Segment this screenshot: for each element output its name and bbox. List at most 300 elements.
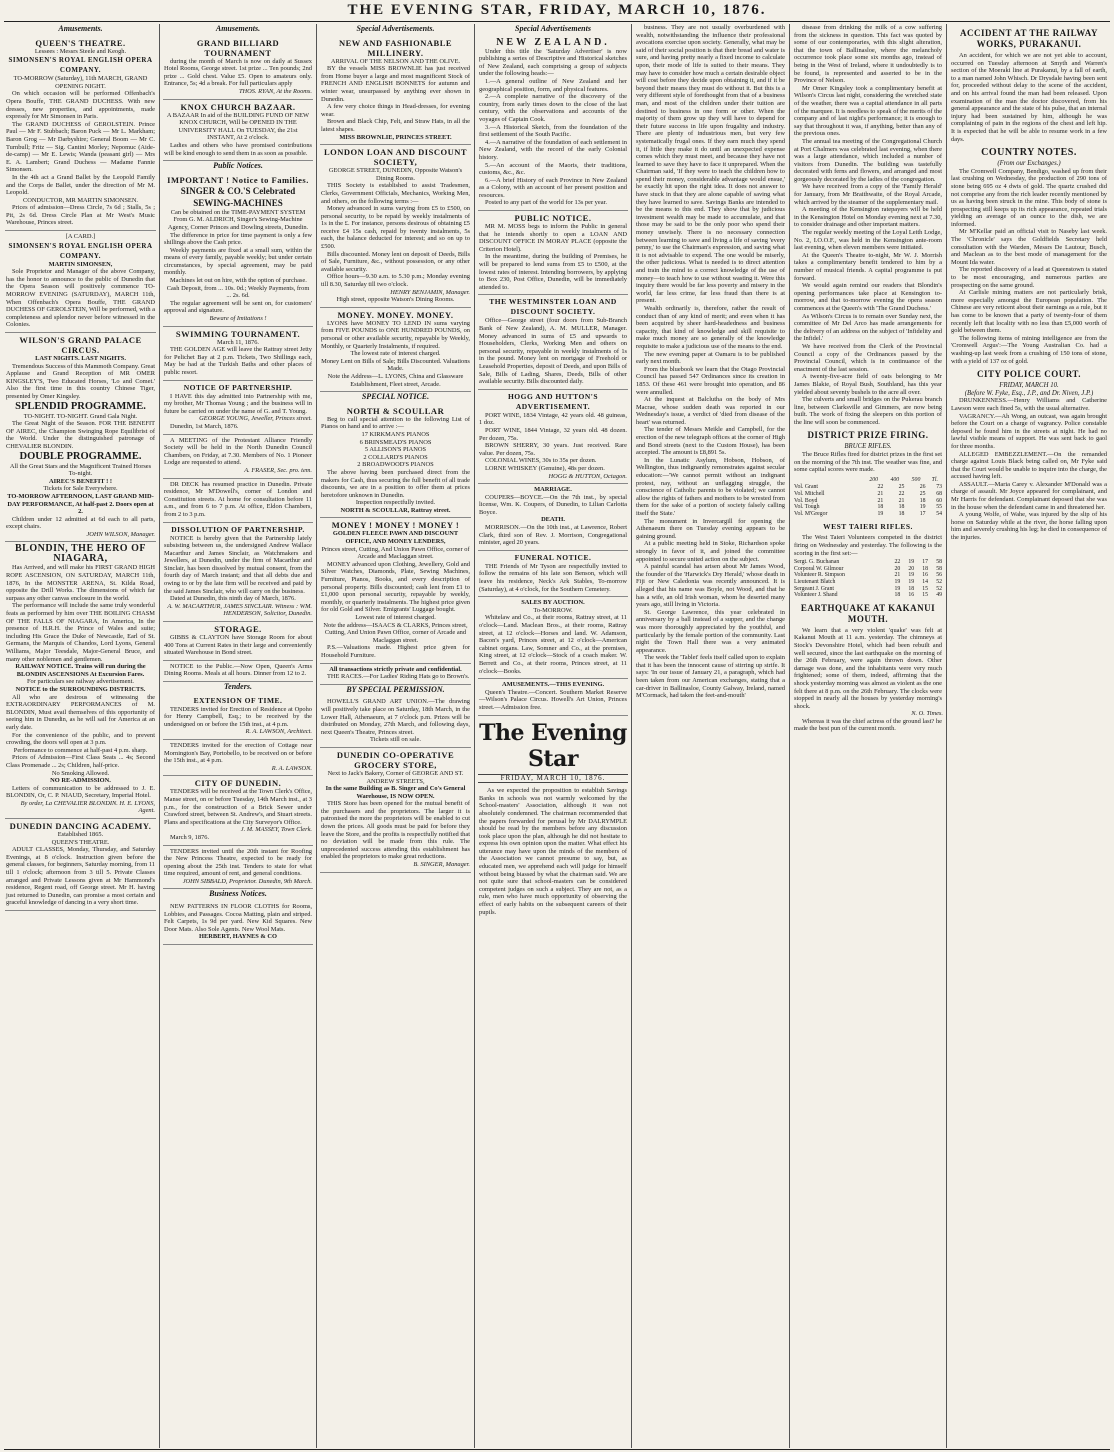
- ad-knox-bazaar: [163, 100, 313, 162]
- editorial-text: business. They are not usually overburdened with wealth, notwithstanding the influence their professional avocations exercise upon society. Generally, what may be said of their social position is that their bread and water is sure, and having pretty nearly a fixed income to calculate upon, their mode of life is suited to their means. They may have to consider how much a certain desirable object will cost before they decide upon obtaining it, and if it be beyond their means they must do without it. But this is a very different style of forethought from that of a business man, and most of the children under their tuition are destined to business in one form or other. When the majority of them grow up they will have to depend for their future success in life upon frugality and industry. There are plenty of industrious men, but very few systematically frugal ones. If they earn much they spend it, if little they make it do until an unexpected expense comes which they must meet, and because they have not learned to save they have to face it unprepared. When the Chairman said, 'If they were to teach the children how to spend their money, considerable advantage would ensue,' he exactly hit upon the right idea. It does not answer to have stuck in that they are alone capable of saving what they have learned to save. Savings Banks are intended to be the means to this end. They show that by judicious investment wealth may be made to accumulate, and that those may be said to be the only poor who spend their money unwisely. There is no necessary connection between learning to save and living a life of saving 'every penny,' to use the Chairman's expression, and saving what it is not advisable to expend. The one would be miserly, the other judicious. What is needed is to direct attention and train the mind to a correct knowledge of the use of money—to teach how to use without wasting it. Were this inquiry there would be far less poverty and misery in the world, far less crime, far less fraud than there is at present.: [636, 24, 785, 305]
- score-cell: 14: [922, 578, 929, 585]
- paragraph: The reported discovery of a lead at Queenstown is stated to be most encouraging, and numerous parties are prospecting on the same ground.: [951, 266, 1107, 289]
- ad-body: COUPERS—BOYCE.—On the 7th inst., by special license, Wm. K. Coupers, of Dunedin, to Lilian Carlotta Boyce.: [479, 493, 627, 516]
- column-3: [320, 24, 471, 1448]
- list-item: 5.—An account of the Maoris, their traditions, customs, &c., &c.: [479, 161, 627, 177]
- paragraph: The annual tea meeting of the Congregational Church at Port Chalmers was celebrated last evening, when there was a large attendance, which included a number of visitors from Dunedin. The building was tastefully decorated with ferns and flowers, and arranged and most gorgeously decorated by the ladies of the congregation.: [794, 137, 942, 183]
- score-cell: 73: [936, 484, 942, 491]
- running-head-text: THE EVENING STAR, FRIDAY, MARCH 10, 1876.: [347, 2, 767, 18]
- news-heading: WEST TAIERI RIFLES.: [823, 522, 913, 532]
- paragraph: The West Taieri Volunteers competed in the district firing on Wednesday and yesterday. The following is the scoring in the first set:—: [794, 534, 942, 557]
- paragraph: A young Wolfe, of Wahe, was injured by the slip of his horse on Saturday while at the river, the horse falling upon him and severely crushing his leg; he died in consequence of the injuries.: [951, 511, 1107, 542]
- ad-body: LYONS have MONEY TO LEND IN sums varying from FIVE POUNDS to ONE HUNDRED POUNDS, on personal or other available security, repayable by Weekly, Monthly, or Quarterly Instalments, if required.: [321, 319, 470, 350]
- competitor-name: Vol. Mitchell: [794, 491, 825, 498]
- ad-meantime: In the meantime, during the building of Premises, he will be prepared to lend sums from £5 to £500, at the lowest rates of interest. Intending borrowers, by applying to Box 230, Post Office, Dunedin, will be immediately attended to.: [479, 253, 627, 291]
- ad-floor-cloths: [163, 901, 313, 945]
- ad-pianos: [320, 404, 471, 519]
- ad-signature: GEORGE YOUNG, Jeweller, Princes street.: [199, 415, 312, 423]
- ad-date: TO-MORROW (Saturday), 11th MARCH, GRAND OPENING NIGHT.: [13, 75, 148, 90]
- ad-heading: NEW AND FASHIONABLE MILLINERY.: [338, 37, 453, 58]
- score-cell: 22: [894, 559, 901, 566]
- ad-partnership: [163, 381, 313, 435]
- ad-tickets: Tickets for Sale Everywhere.: [43, 485, 118, 493]
- list-item: 6.—A brief History of each Province in New Zealand as a Colony, with an account of her present position and resources.: [479, 176, 627, 199]
- paragraph: disease from drinking the milk of a cow suffering from the sickness in question. This fact was quoted by some of our contemporaries, with this slight alteration, that the town of Ballinasloe, where the melancholy occurrence took place some six months ago, instead of being in the West of Ireland, where it undoubtedly is to be found, is represented and asserted to be in the Province of Nelson.: [794, 24, 942, 85]
- piano-list: [321, 431, 470, 469]
- paper-date: FRIDAY, MARCH 10, 1876.: [478, 774, 628, 784]
- ad-posted: Posted to any part of the world for 13s per year.: [485, 199, 607, 207]
- competitor-name: Sergt. G. Buchanan: [794, 559, 840, 566]
- paragraph: We learn that a very violent 'quake' was felt at Kakanui Mouth at 11 a.m. yesterday. The chimneys at Stock's Devonshire Hotel, which had been rebuilt and well secured, since the last earthquake on the morning of the 26th February, were again thrown down. Other damage was done, and the inhabitants were very much frightened; some of them, indeed, affirming that the shock yesterday morning was almost as violent as the one felt there at 8 p.m. on the 26th February. The clocks were stopped in nearly all the houses by yesterday morning's shock.: [794, 626, 942, 710]
- paragraph: We have received from a copy of the 'Family Herald' for January, from Mr Braithwaite, of the Royal Arcade, which arrived by the steamer of the supplementary mail.: [794, 183, 942, 206]
- table-header-cell: Tl.: [931, 476, 938, 483]
- list-item: COLONIAL WINES, 30s to 35s per dozen.: [485, 457, 597, 465]
- ad-tenders-cottage: [163, 740, 313, 776]
- ad-name: MARTIN SIMONSEN,: [48, 260, 113, 268]
- ad-card: [5, 231, 156, 333]
- section-heading: Public Notices.: [213, 161, 263, 171]
- table-row: [793, 498, 943, 505]
- ad-races-note: THE RACES.—For Ladies' Riding Hats go to Brown's.: [327, 673, 470, 681]
- ad-heading: CITY OF DUNEDIN.: [194, 778, 282, 789]
- ad-heading: DUNEDIN DANCING ACADEMY.: [9, 821, 152, 832]
- column-1: [5, 24, 156, 1448]
- ad-railway: RAILWAY NOTICE. Trains will run during the BLONDIN ASCENSIONS At Excursion Fares.: [15, 663, 146, 678]
- section-heading: Tenders.: [224, 682, 252, 691]
- paragraph: We have received from the Clerk of the Provincial Council a copy of the Ordinances passed by the Provincial Council, which is in continuance of the enactment of the last session.: [794, 342, 942, 373]
- ad-body: THIS Society is established to assist Tradesmen, Clerks, Government Officials, Mechanics, Working Men, and others, on the following terms :—: [321, 182, 470, 205]
- news-heading: CITY POLICE COURT.: [977, 369, 1081, 380]
- ad-heading: SWIMMING TOURNAMENT.: [175, 328, 301, 339]
- ad-queens-arms: [163, 661, 313, 682]
- news-subheading: (From our Exchanges.): [997, 160, 1061, 168]
- ad-note: The above having been purchased direct from the makers for Cash, thus securing the full benefit of all trade discounts, we are in a position to offer them at prices heretofore unknown in Dunedin.: [321, 468, 470, 499]
- score-cell: 18: [919, 497, 926, 504]
- news-date: FRIDAY, MARCH 10.: [999, 382, 1059, 390]
- ad-heading: SALES BY AUCTION.: [521, 599, 585, 607]
- score-cell: 15: [922, 585, 929, 592]
- score-cell: 16: [908, 592, 915, 599]
- score-cell: 18: [898, 510, 905, 517]
- ad-signature: A. FRASER, Sec. pro. tem.: [244, 466, 312, 474]
- score-cell: 19: [908, 578, 915, 585]
- paper-title: The Evening Star: [479, 719, 627, 772]
- competitor-name: Sergeant J. Grant: [794, 585, 834, 592]
- ad-heading: NEW ZEALAND.: [496, 36, 610, 48]
- ad-body: GIBBS & CLAYTON have Storage Room for about 400 Tons at Current Rates in their large and conveniently situated Warehouse in Bond street.: [164, 634, 312, 657]
- score-cell: 22: [898, 491, 905, 498]
- ad-heading: MARRIAGE.: [534, 486, 572, 494]
- ad-company: SINGER & CO.'S Celebrated SEWING-MACHINES: [180, 185, 296, 208]
- ad-heading: BLONDIN, THE HERO OF NIAGARA,: [15, 543, 146, 565]
- ad-signature: MISS BROWNLIE, PRINCES STREET.: [339, 133, 452, 141]
- ad-signature: Note the Address—L. LYONS, China and Glassware Establishment, Fleet street, Arcade.: [327, 372, 464, 388]
- score-cell: 18: [894, 592, 901, 599]
- ad-body: ADULT CLASSES, Monday, Thursday, and Saturday Evenings, at 8 o'clock. Instruction given before the general classes, for beginners, Saturday morning, from 11 till 1 o'clock; afternoon from 3 till 5. Private Classes arranged and Private Lessons given at Mr Hammond's residence, Regent road, off George street. Mr H. having just returned to Dunedin, can promise a most certain and graceful knowledge of dancing in a very short time.: [6, 846, 155, 907]
- ad-body: Whitelaw and Co., at their rooms, Rattray street, at 11 o'clock—Land. Maclean Bros., at their rooms, Rattray street, at 12 o'clock—Horses and land. W. Adamson, Bacon's yard, Princes street, at 12 o'clock—American cabinet organs. Law, Somner and Co., at the premises, King street, at 12 o'clock—Stock of a coach maker. W. Berrett and Co., at their rooms, Princes street, at 11 o'clock—Books.: [479, 614, 627, 675]
- score-cell: 19: [908, 559, 915, 566]
- ad-dancing-academy: [5, 819, 156, 911]
- ad-aires: AIREC'S BENEFIT ! !: [49, 477, 112, 485]
- ad-signature: HOGG & HUTTON, Octagon.: [548, 472, 627, 480]
- list-item: PORT WINE, 1834 Vintage, 42 years old. 48 guineas, 1 doz.: [479, 411, 627, 427]
- table-row: [793, 572, 943, 579]
- table-header-cell: 400: [890, 476, 900, 483]
- ad-terms: Money advanced in sums varying from £5 to £500, on personal security, to be repaid by weekly instalments of 1s in the £. For instance, persons desirous of obtaining £5 receive £4 15s cash, repaid by twenty instalments, 5s each, the balance deducted for interest; and so on up to £500.: [321, 205, 470, 251]
- ad-body: TENDERS invited for the erection of Cottage near Mornington's Bay, Portobello, to be received on or before the 15th inst., at 4 p.m.: [164, 741, 312, 765]
- section-heading: BY SPECIAL PERMISSION.: [346, 684, 445, 694]
- score-cell: 25: [919, 491, 926, 498]
- paragraph: The regular weekly meeting of the Loyal Leith Lodge, No. 2, I.O.O.F., was held in the Kensington ante-room last evening, when eleven members were initiated.: [794, 229, 942, 252]
- news-source: N. O. Times.: [911, 710, 943, 718]
- paragraph: A twenty-five-acre field of oats belonging to Mr James Blakie, of Royal Bush, Southland, has this year yielded about seventy bushels to the acre all over.: [794, 373, 942, 396]
- ad-body: Tremendous Success of this Mammoth Company. Great Applause and Grand Reception of MR OMER KINGSLEY'S, Two Educated Horses, 'Lo and Comet.' Also the first time in this country Chinese Tiger, presented by Omer Kingsley.: [6, 362, 155, 400]
- table-header-cell: 500: [911, 476, 921, 483]
- paragraph: An accident, for which we are not yet able to account, occurred on Tuesday afternoon at Smyth and Warren's section of the Moeraki line at Purakanui, by a fall of earth, to a man named John Whisch. Dr Drysdale having been sent for, proceeded without delay to the scene of the accident, and on his arrival found the man had been released. Upon examination of the man the doctor discovered, from his general appearance and the state of his pulse, that an internal injury had been sustained by him, although he was complaining of pain in the regions of the chest and left hip. It is expected that he will be able to resume work in a few days.: [951, 52, 1107, 143]
- ad-millinery: [320, 36, 471, 146]
- score-cell: 54: [936, 510, 942, 517]
- ad-signature: JOHN SIBBALD, Proprietor. Dunedin, 9th March.: [182, 877, 312, 885]
- notice-funeral: [478, 551, 628, 597]
- score-cell: 22: [877, 484, 884, 491]
- ad-text: THIS Store has been opened for the mutual benefit of the purchasers and the proprietors. The larger it is patronised the more the proprietors will be enabled to cut down the prices. All goods must be paid for before they leave the Store, and the profits is respectfully notified that no deviation will be made from this rule. The unprecedented success attending this establishment has enabled the proprietors to make great reductions.: [321, 800, 470, 861]
- news-subheading: BRUCE RIFLES.: [844, 443, 892, 451]
- paragraph: St. George Lawrence, this year celebrated in anniversary by a ball instead of a supper, and the change was more thoroughly appreciated by the youthful, and particularly by the female portion of the community. Last night the Town Hall there was a very animated appearance.: [636, 608, 785, 654]
- score-cell: 19: [908, 572, 915, 579]
- section-heading: SPECIAL NOTICE.: [361, 392, 430, 402]
- ad-children: Children under 12 admitted at 6d each to all parts, except chairs.: [6, 515, 155, 531]
- paragraph: From the bluebook we learn that the Otago Provincial Council has passed 547 Ordinances since its creation in 1853. Of these 461 were brought into operation, and 86 were annulled.: [636, 365, 785, 396]
- paragraph: At a public meeting held in Stoke, Richardson spoke strongly in favor of it, and joined the committee appointed to secure united action on the subject.: [636, 540, 785, 563]
- ad-queens-theatre: [5, 36, 156, 231]
- ad-blondin: [5, 542, 156, 819]
- column-rule: [946, 24, 947, 1448]
- ad-signature: A. W. MACARTHUR, JAMES SINCLAIR. Witness : WM. HENDERSON, Solicitor, Dunedin.: [167, 602, 312, 618]
- ad-heading: MONEY ! MONEY ! MONEY !: [331, 520, 460, 531]
- table-row: [793, 579, 943, 586]
- table-body: [793, 559, 943, 599]
- ad-bills: Bills discounted. Money lent on deposit of Deeds, Bills of Sale, Furniture, &c., without possession, or any other available security.: [321, 250, 470, 273]
- ad-body: THE GOLDEN AGE will leave the Rattray street Jetty for Pelichet Bay at 2 p.m. Tickets, Two Shillings each, May be had at the Turkish Baths and other places of public resort.: [164, 346, 312, 376]
- ad-body: TENDERS invited until the 20th instant for Roofing the New Princess Theatre, expected to be ready for opening about the 25th inst. Tenders to state for what time required, amount of rent, and general conditions.: [164, 847, 312, 878]
- ad-agreement: The regular agreement will be sent on, for customers' approval and signature.: [164, 299, 312, 315]
- paragraph: Whereas it was the chief actress of the ground last? he made the best pun of the current month.: [794, 717, 942, 733]
- paragraph: At Carlisle mining matters are not particularly brisk, more especially amongst the European population. The Chinese are very reticent about their earnings as a rule, but it has come to be known that a party of twenty-four of them recently left that locality with no less than £5,000 worth of gold between them.: [951, 289, 1107, 335]
- table-header: [793, 476, 943, 485]
- score-cell: 18: [908, 585, 915, 592]
- paragraph: The week the 'Tablet' feels itself called upon to explain that it has been the innocent cause of stirring up strife. It says: 'In our issue of January 21, a paragraph, which had been taken from our American exchanges, stating that a car-driver in Ballinasloe, County Galway, Ireland, named M'Cormack, had taken the feet-and-mouth': [636, 654, 785, 700]
- ad-body: NOTICE is hereby given that the Partnership lately subsisting between us, the undersigned Andrew Wallace Macarthur and James Sinclair, as Watchmakers and Jewellers, at Dunedin, under the firm of Macarthur and Sinclair, has been dissolved by mutual consent, from the fourth day of March instant; and that all debts due and owing to or by the late firm will be received and paid by the said James Sinclair, who will carry on the business.: [164, 534, 312, 595]
- ad-commence: Performance to commence at half-past 4 p.m. sharp.: [13, 746, 148, 754]
- ad-notice: NOTICE to the SURROUNDING DISTRICTS.: [15, 685, 146, 693]
- paragraph: The Cromwell Company, Bendigo, washed up from their last crushing on Wednesday, the production of 290 tons of stone being 695 oz 4 dwts of gold. The quartz crushed did not comprise any from the rich leader recently mentioned by us as having been struck in the mine. This body of stone is prospecting still keeps up its rich appearance, repeated trials yielding an average of an ounce to the dish, we are informed.: [951, 167, 1107, 228]
- ad-body: MR M. MOSS begs to inform the Public in general that he intends shortly to open a LOAN AND DISCOUNT OFFICE IN MORAY PLACE (opposite the Criterion Hotel).: [479, 223, 627, 253]
- ad-address: Princes street, Cutting, And Union Pawn Office, corner of Arcade and Maclaggan street.: [321, 545, 470, 561]
- ad-golden-fleece: [320, 518, 471, 663]
- ad-established: Established 1865.: [57, 831, 104, 839]
- ad-heading: [A CARD.]: [65, 233, 96, 241]
- ad-rope: The performance will include the same truly wonderful feats as performed by him over THE BOILING CHASM OF THE FALLS OF NIAGARA, In America, In the presence of H.R.H. the Prince of Wales and suite; including His Grace the Duke of Newcastle, Earl of St. Germans, the Marquis of Chandos, Lord Lyons, General Williams, Major Teesdale, Major-General Bruce, and many other noblemen and gentlemen.: [6, 602, 155, 663]
- ad-body: HOWELL'S GRAND ART UNION.—The drawing will positively take place on Saturday, 18th March, in the Lower Hall, Athenaeum, at 7 o'clock p.m. Prizes will be distributed on Monday, 27th March, and following days, next Queen's Theatre, Princes street.: [321, 698, 470, 736]
- paragraph: We would again remind our readers that Blondin's opening performances take place at Kensington to-morrow, and that to-morrow evening the opera season commences at the Queen's with 'The Grand Duchess.': [794, 282, 942, 312]
- notice-marriage: [478, 484, 628, 551]
- paragraph: As Wilson's Circus is to remain over Sunday next, the committee of Mr Del Arco has made arrangements for the delivery of an address on the subject of 'Infidelity and the Infidel.': [794, 312, 942, 343]
- ad-programme: SPLENDID PROGRAMME.: [15, 400, 146, 412]
- competitor-name: Volunteer J. Shand: [794, 592, 838, 599]
- list-item: LORNE WHISKEY (Genuine), 48s per dozen.: [485, 464, 605, 472]
- list-item: 3.—A Historical Sketch, from the foundation of the first settlement of the South Pacific.: [479, 123, 627, 139]
- paragraph: A meeting of the Kensington ratepayers will be held in the Kensington Hotel on Monday evening next at 7.30, to consider drainage and other important matters.: [794, 206, 942, 229]
- list-item: 17 KIRKMAN'S PIANOS: [361, 430, 430, 438]
- column-2: [163, 24, 313, 1448]
- list-item: 6 BRINSMEAD'S PIANOS: [359, 438, 432, 446]
- score-cell: 21: [898, 497, 905, 504]
- ad-body: MORRISON.—On the 10th inst., at Lawrence, Robert Clark, third son of Rev. J. Morrison, Congregational minister, aged 20 years.: [479, 524, 627, 547]
- ad-address: GEORGE STREET, DUNEDIN, Opposite Watson's Dining Rooms.: [328, 167, 463, 182]
- score-cell: 26: [919, 484, 926, 491]
- ad-new-zealand: [478, 36, 628, 211]
- section-heading: Special Advertisements: [515, 24, 591, 33]
- score-cell: 56: [936, 572, 942, 579]
- ad-lent: Money Lent on Bills of Sale; Bills Discounted. Valuations Made.: [321, 357, 470, 373]
- ad-body: Beg to call special attention to the following List of Pianos on hand and to arrive :—: [321, 415, 470, 431]
- score-cell: 18: [877, 504, 884, 511]
- ad-hire: Machines let out on hire, with the option of purchase.: [170, 277, 307, 285]
- ad-cast: The GRAND DUCHESS of GEROLSTEIN. Prince Paul — Mr F. Stubbach; Baron Puck — Mr L. Markham; Baron Grog — Mr Darbyshire; General Boom — Mr C. Turnbull; Fritz — Sig. Cantini Morley; Nepomuc (Aide-de-camp) — Mr E. Lewis; Wanda (peasant girl) — Mrs E. A. Lambert; Grand Duchess — Madame Fannie Simonsen.: [6, 120, 155, 174]
- notice-sales: [478, 597, 628, 679]
- ad-smoking: No Smoking Allowed.: [51, 769, 110, 777]
- score-cell: 19: [877, 510, 884, 517]
- score-cell: 17: [919, 510, 926, 517]
- ad-subheading: To-MORROW.: [533, 606, 573, 614]
- news-bench: (Before W. Fyke, Esq., J.P., and Dr. Niven, J.P.): [964, 389, 1094, 397]
- ad-subheading: GOLDEN FLEECE PAWN AND DISCOUNT OFFICE, AND MONEY LENDERS,: [332, 530, 459, 546]
- score-cell: 19: [894, 585, 901, 592]
- ad-also: A few very choice things in Head-dresses, for evening wear.: [321, 103, 470, 118]
- ad-heading: FUNERAL NOTICE.: [514, 552, 592, 562]
- ad-body: A MEETING of the Protestant Alliance Friendly Society will be held in the North Dunedin Council Chambers, on Friday, at 7.30. Members of No. 1 Pioneer Lodge are requested to attend.: [164, 436, 312, 467]
- table-row: [793, 511, 943, 518]
- score-cell: 15: [922, 592, 929, 599]
- ad-note: Ladies and others who have promised contributions will be kind enough to send them in as soon as possible.: [164, 141, 312, 157]
- score-cell: 60: [936, 497, 942, 504]
- score-cell: 58: [936, 565, 942, 572]
- ad-all: All who are desirous of witnessing the EXTRAORDINARY PERFORMANCES of M. BLONDIN, Must avail themselves of this opportunity of seeing him in Dunedin, as he will sail for America at an early date.: [6, 693, 155, 731]
- ad-london-loan: [320, 145, 471, 308]
- table-row: [793, 566, 943, 573]
- list-item: 5 ALLISON'S PIANOS: [364, 446, 427, 454]
- ad-westminster-loan: [478, 295, 628, 389]
- ad-heading: PUBLIC NOTICE.: [514, 213, 592, 224]
- ad-heading: IMPORTANT ! Notice to Families.: [167, 174, 309, 185]
- ad-heading: EXTENSION OF TIME.: [193, 695, 283, 705]
- ad-ballet: In the 4th act a Grand Ballet by the Leopold Family and the Corps de Ballet, under the direction of Mr M. Leopold.: [6, 173, 155, 197]
- ad-subheading: ARRIVAL OF THE NELSON AND THE OLIVE.: [330, 57, 461, 65]
- list-item: BROWN SHERRY, 30 years. Just received. Rare value. Per dozen, 75s.: [479, 442, 627, 457]
- ad-heading: LONDON LOAN AND DISCOUNT SOCIETY,: [323, 147, 468, 168]
- ad-weekly: Weekly payments are fixed at a small sum, within the means of every family, payable weekly; but under certain circumstances, by special agreement, may be paid monthly.: [164, 246, 312, 277]
- news-heading: DISTRICT PRIZE FIRING.: [807, 430, 929, 441]
- score-cell: 20: [908, 565, 915, 572]
- score-cell: 21: [877, 497, 884, 504]
- ad-body: Under this title the 'Saturday Advertiser' is now publishing a series of Descriptive and Historical sketches of New Zealand, each comprising a group of subjects under the following heads:—: [479, 47, 627, 78]
- score-cell: 68: [936, 491, 942, 498]
- ad-ps: P.S.—Valuations made. Highest price given for Household Furniture.: [321, 644, 470, 659]
- ad-signature: B. SINGER, Manager.: [413, 861, 470, 869]
- paragraph: The culverts and small bridges on the Pukerau branch line, between Clarksville and Gimmers, are now being built. The work of fixing the sleepers on this portion of the line will soon be commenced.: [794, 396, 942, 426]
- ad-heading: KNOX CHURCH BAZAAR.: [180, 101, 296, 112]
- section-heading: Business Notices.: [209, 889, 267, 899]
- competitor-name: Vol. Grant: [794, 484, 819, 491]
- ad-convenience: For the convenience of the public, and to prevent crowding, the doors will open at 3 p.m.: [6, 731, 155, 747]
- list-item: 2 BROADWOOD'S PIANOS: [357, 461, 434, 469]
- column-6: [793, 24, 943, 1448]
- ad-heading: DUNEDIN CO-OPERATIVE GROCERY STORE,: [336, 749, 455, 770]
- ad-difference: The difference in price for time payment is only a few shillings above the Cash price.: [164, 231, 312, 247]
- competitor-name: Vol. Boyd: [794, 497, 818, 504]
- ad-billiard-tournament: [163, 36, 313, 100]
- ad-body: DR DECK has resumed practice in Dunedin. Private residence, Mr M'Dowell's, corner of London and Constitution streets. At home for consultation before 11 a.m., and from 6 to 7 p.m. At office, Eldon Chambers, from 2 to 3 p.m.: [164, 480, 312, 518]
- ad-lowest: The lowest rate of interest charged.: [350, 350, 441, 358]
- paragraph: Mr Omer Kingsley took a complimentary benefit at Wilson's Circus last night, considering the wretched state of the weather, there was a capital attendance in all parts of the marquee. It is needless to speak of the merits of the company and of last night's performance; it is enough to say that throughout it was, if anything, better than any of the previous ones.: [794, 84, 942, 138]
- ad-moss-notice: [478, 211, 628, 295]
- competitor-name: Vol. M'Gregor: [794, 510, 828, 517]
- ad-signature: J. M. MASSEY, Town Clerk.: [240, 826, 312, 834]
- ad-heading: DISSOLUTION OF PARTNERSHIP.: [171, 524, 305, 534]
- ad-wilsons-circus: [5, 333, 156, 542]
- competitor-name: Lieutenant Blatch: [794, 578, 836, 585]
- ad-letters: Letters of communication to be addressed to J. E. BLONDIN, Or, C. P. NIAUD, Secretary, Imperial Hotel.: [6, 784, 155, 800]
- ad-double-programme: DOUBLE PROGRAMME.: [19, 450, 142, 462]
- score-cell: 16: [922, 572, 929, 579]
- ad-signature: By order, La CHEVALIER BLONDIN. H. E. LYONS, Agent.: [20, 799, 155, 815]
- score-cell: 55: [936, 504, 942, 511]
- ad-dissolution: [163, 523, 313, 623]
- ad-signature: JOHN WILSON, Manager.: [86, 530, 155, 538]
- table-row: [793, 592, 943, 599]
- ad-howell-art-union: [320, 696, 471, 748]
- ad-tonight: TO-NIGHT. TO-NIGHT. Grand Gala Night.: [23, 412, 138, 420]
- ad-races: [320, 664, 471, 685]
- list-item: 1.—A general outline of New Zealand and her geographical position, form, and physical features.: [479, 77, 627, 93]
- ad-location: QUEEN'S THEATRE.: [51, 838, 110, 846]
- news-heading: EARTHQUAKE AT KAKANUI MOUTH.: [800, 602, 936, 624]
- paragraph: A painful scandal has arisen about Mr James Wood, the founder of the 'Harwick's Dry Herald,' whose death in Fiji or New Caledonia was recently announced. It is alleged that his name was Boyle, not Wood, and that he has a wife, an old Irish woman, whom he deserted many years ago, still living in Victoria.: [636, 563, 785, 609]
- ad-tickets: Tickets still on sale.: [370, 736, 421, 744]
- column-rule: [789, 24, 790, 1448]
- running-head: [0, 0, 1114, 20]
- paragraph: The following items of mining intelligence are from the 'Cromwell Argus':—The Young Australian Co. had a washing-up last week from a crushing of 150 tons of stone, with a yield of 137 oz of gold.: [951, 334, 1107, 365]
- ad-body: Sole Proprietor and Manager of the above Company, has the honor to announce to the public of Dunedin that the Opera Season will positively commence TO-MORROW EVENING (SATURDAY), MARCH 11th, When Offenbach's Opera Bouffe, THE GRAND DUCHESS OF GEROLSTEIN, Will be performed, with a completeness and splendor never before witnessed in the Colonies.: [6, 268, 155, 329]
- paragraph: Wealth ordinarily is, therefore, rather the result of conduct than of any kind of merit; and even when it has been acquired by sheer hard-headedness and business capacity, that kind of knowledge and skill requisite to make much money are so generally of the knowledge requisite to make a judicious use of the means to the end.: [636, 304, 785, 350]
- score-cell: 20: [894, 565, 901, 572]
- paragraph: The Bruce Rifles fired for district prizes in the first set on the morning of the 7th inst. The weather was fine, and some capital scores were made.: [794, 451, 942, 474]
- section-heading: Amusements.: [58, 24, 103, 33]
- column-rule: [316, 24, 317, 1448]
- score-cell: 58: [936, 559, 942, 566]
- column-4: [478, 24, 628, 1448]
- score-cell: 21: [877, 491, 884, 498]
- ad-signature: R. A. LAWSON.: [271, 764, 312, 772]
- ad-body: MONEY advanced upon Clothing, Jewellery, Gold and Silver Watches, Diamonds, Plate, Sewing Machines, Furniture, Pianos, Books, and every description of personal property. Bills discounted; cash lent from £1 to £1,000 upon personal security, repayable by weekly, monthly, or quarterly instalments. The highest price given for old Gold and Silver. Emigrants' Luggage bought.: [321, 560, 470, 614]
- score-cell: 52: [936, 585, 942, 592]
- table-row: [793, 559, 943, 566]
- ad-conductor: CONDUCTOR, MR MARTIN SIMONSEN.: [22, 196, 139, 204]
- ad-heading: QUEEN'S THEATRE.: [35, 37, 126, 48]
- editorial-text: As we expected the proposition to establish Savings Banks in schools was not warmly welcomed by the School-masters' Association, although it was not absolutely condemned. The chairman recommended that the papers forwarded for perusal by Mr DALRYMPLE should be read by the members before any discussion took place upon the plan, although he did not hesitate to express his own opinion upon the matter. What effect his utterance may have upon the minds of the members of the Association we cannot presume to say, but, as educated men, we apprehend each will judge for himself without being biassed by what the chairman said. We are not quite sure that school-masters can be considered competent judges on such a subject. They are not, as a rule, men who have much opportunity of observing the effect of early habits on the subsequent careers of their pupils.: [479, 787, 627, 916]
- paragraph: At the Queen's Theatre to-night, Mr W. J. Morrish takes a complimentary benefit tendered to him by a number of musical friends. A capital programme is put forward.: [794, 251, 942, 282]
- ad-heading: NORTH & SCOULLAR: [346, 405, 445, 416]
- ad-prices: Prices of Admission—First Class Seats ... 4s; Second Class Promenade ... 2s; Children, half-price.: [6, 754, 155, 769]
- score-cell: 49: [936, 592, 942, 599]
- footer-rule: [4, 1449, 1110, 1450]
- column-7: [950, 24, 1108, 1448]
- ad-feats: All the Great Stars and the Magnificent Trained Horses To-night.: [9, 462, 152, 478]
- score-cell: 19: [919, 504, 926, 511]
- news-heading: COUNTRY NOTES.: [981, 147, 1077, 159]
- ad-dr-deck: [163, 479, 313, 523]
- ad-swimming: [163, 327, 313, 381]
- column-5: [635, 24, 786, 1448]
- ad-last-nights: LAST NIGHTS. LAST NIGHTS.: [35, 355, 126, 362]
- ad-inspect: Inspection respectfully invited.: [355, 499, 436, 507]
- ad-matinee: TO-MORROW AFTERNOON, LAST GRAND MID-DAY PERFORMANCE, At half-past 2. Doors open at 2.: [7, 492, 154, 516]
- masthead-rule: [4, 21, 1110, 22]
- table-row: [793, 491, 943, 498]
- score-cell: 19: [894, 578, 901, 585]
- ad-body: NEW PATTERNS IN FLOOR CLOTHS for Rooms, Lobbies, and Passages. Cocoa Matting, plain and striped. Felt Carpets, 1s 9d per yard. New Kid Squares. New Door Mats. Also Sole Agents. New Wool Mats.: [164, 903, 312, 933]
- paragraph: ASSAULT.—Maria Carey v. Alexander M'Donald was a charge of assault. Mr Joyce appeared for complainant, and Mr Harris for defendant. Complainant deposed that she was in the house when the defendant came in and threatened her.: [951, 480, 1107, 511]
- ad-body: TENDERS will be received at the Town Clerk's Office, Manse street, on or before Tuesday, 14th March inst., at 3 p.m., for the construction of a Brick Sewer under Crawford street, between St. Andrew's, and Stuart streets. Plans and specifications at the City Surveyor's Office.: [164, 788, 312, 826]
- ad-body: A BAZAAR In aid of the BUILDING FUND OF NEW KNOX CHURCH, Will be OPENED IN THE UNIVERSITY HALL On TUESDAY, the 21st INSTANT, At 2 o'clock.: [166, 111, 310, 142]
- ad-particulars: For particulars see railway advertisement.: [26, 678, 134, 686]
- ad-body: THE Friends of Mr Tyson are respectfully invited to follow the remains of his late son Benson, which will leave his residence, Neck's Ark Stables, To-morrow (Saturday), at 4 o'clock, for the Southern Cemetery.: [479, 562, 627, 593]
- ad-extension-of-time: [163, 694, 313, 740]
- ad-heading: STORAGE.: [214, 624, 262, 635]
- notice-amusements: [478, 679, 628, 715]
- ad-body: Can be obtained on the TIME-PAYMENT SYSTEM From G. M. ALDRICH, Singer's Sewing-Machine Agency, Corner Princes and Dowling streets, Dunedin.: [167, 208, 309, 231]
- ad-date: March 11, 1876.: [216, 338, 259, 346]
- column-rule: [474, 24, 475, 1448]
- ad-heading: AMUSEMENTS.—THIS EVENING.: [501, 681, 605, 689]
- ad-body: On which occasion will be performed Offenbach's Opera Bouffe, THE GRAND DUCHESS. With new dresses, new properties, and appointments, made expressly for Mr Simonsen in Paris.: [6, 90, 155, 121]
- paragraph: DRUNKENNESS.—Henry Williams and Catherine Lawson were each fined 5s, with the usual alternative.: [951, 397, 1107, 412]
- ad-storage: [163, 622, 313, 661]
- table-row: [793, 484, 943, 491]
- list-item: 4.—A narrative of the foundation of each settlement in New Zealand, with the record of the early Colonial history.: [479, 138, 627, 161]
- ad-body: TENDERS invited for Erection of Residence at Opoho for Henry Campbell, Esq.; to be received by the undersigned on or before the 15th inst., at 4 p.m.: [164, 705, 312, 728]
- score-cell: 17: [922, 559, 929, 566]
- ad-date: Dunedin, 1st March, 1876.: [170, 422, 239, 430]
- paragraph: The monument in Invercargill for opening the Athenaeum there on Tuesday evening appears to be gaining ground.: [636, 517, 785, 540]
- score-cell: 21: [894, 572, 901, 579]
- ad-body: In the same Building as B. Singer and Co's General Warehouse, IS NOW OPEN.: [325, 785, 466, 800]
- ad-signature: NORTH & SCOULLAR, Rattray street.: [340, 506, 451, 514]
- paragraph: In the Lunatic Asylum, Hobson, Hobson, of Wellington, thus indignantly remonstrates against secular education:—'We cannot permit without an indignant protest, nay, without an unflagging struggle, the conscience of Catholic parents to be violated; we cannot allow the rights of fathers and mothers to be wrested from them for the sake of a portion of society falsely calling itself the State.': [636, 456, 785, 517]
- ad-singer-machines: [163, 173, 313, 327]
- ad-body: Queen's Theatre.—Concert. Southern Market Reserve—Wilson's Palace Circus. Howell's Art Union, Princes street.—Admission free.: [479, 688, 627, 711]
- ad-beware: Beware of Imitations !: [209, 315, 267, 323]
- ad-address: Next to Jack's Bakery, Corner of GEORGE AND ST. ANDREW STREETS,: [327, 769, 464, 785]
- ad-body: NOTICE to the Public.—Now Open, Queen's Arms Dining Rooms. Meals at all hours. Dinner from 12 to 2.: [164, 662, 312, 678]
- paragraph: The tender of Messrs Meikle and Campbell, for the erection of the new telegraph offices at the corner of High and Bond streets (next to the Custom House), has been accepted. The amount is £8,891 5s.: [636, 426, 785, 457]
- ad-tenders-theatre: [163, 846, 313, 890]
- paragraph: ALLEGED EMBEZZLEMENT.—On the remanded charge against Louis Black being called on, Mr Fyke said that the Court would be unable to inquire into the charge, the accused having left.: [951, 450, 1107, 481]
- ad-body: Has Arrived, and will make his FIRST GRAND HIGH ROPE ASCENSION, ON SATURDAY, MARCH 11th, 1876, In the MONSTER ARENA, St. Kilda Road, opposite the Drill Works. The dimensions of which far surpass any other canvas enclosure in the world.: [6, 564, 155, 602]
- section-heading: Special Advertisements.: [356, 24, 435, 33]
- ad-signature: R. A. LAWSON, Architect.: [245, 728, 312, 736]
- table-header-cell: [793, 476, 863, 485]
